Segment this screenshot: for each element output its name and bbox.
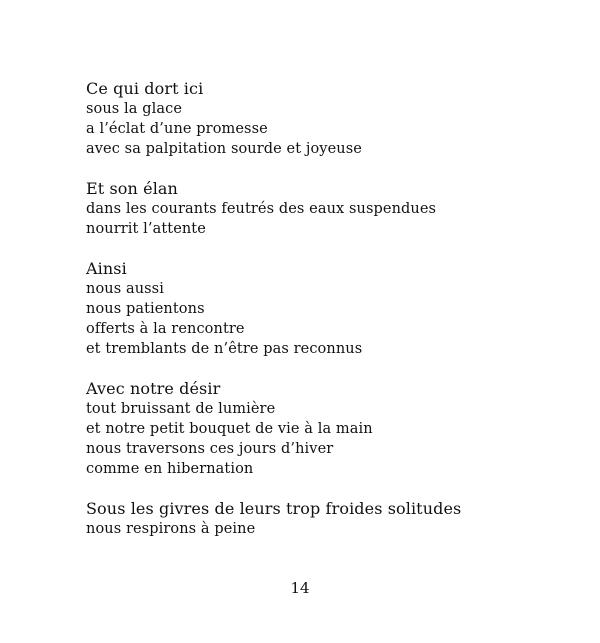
poem <box>86 79 566 559</box>
poem-line: nous traversons ces jours d’hiver <box>86 441 334 457</box>
poem-line: a l’éclat d’une promesse <box>86 121 268 137</box>
poem-line: tout bruissant de lumière <box>86 401 276 417</box>
stanza <box>86 379 566 479</box>
stanza <box>86 259 566 359</box>
poem-line: nourrit l’attente <box>86 221 206 237</box>
poem-line: dans les courants feutrés des eaux suspendues <box>86 201 437 217</box>
stanza <box>86 79 566 159</box>
poem-line: offerts à la rencontre <box>86 321 245 337</box>
poem-line: Ce qui dort ici <box>86 79 204 98</box>
poem-line: et tremblants de n’être pas reconnus <box>86 341 363 357</box>
poem-line: nous patientons <box>86 301 205 317</box>
poem-line: sous la glace <box>86 101 183 117</box>
poem-line: Sous les givres de leurs trop froides solitudes <box>86 499 462 518</box>
poem-line: comme en hibernation <box>86 461 254 477</box>
poem-line: avec sa palpitation sourde et joyeuse <box>86 141 362 157</box>
poem-line: et notre petit bouquet de vie à la main <box>86 421 373 437</box>
page-number: 14 <box>290 579 310 597</box>
poem-line: Et son élan <box>86 179 178 198</box>
poem-line: nous aussi <box>86 281 164 297</box>
poem-line: Ainsi <box>86 259 127 278</box>
stanza <box>86 179 566 239</box>
stanza <box>86 499 566 539</box>
poem-line: Avec notre désir <box>86 379 221 398</box>
poem-line: nous respirons à peine <box>86 521 256 537</box>
